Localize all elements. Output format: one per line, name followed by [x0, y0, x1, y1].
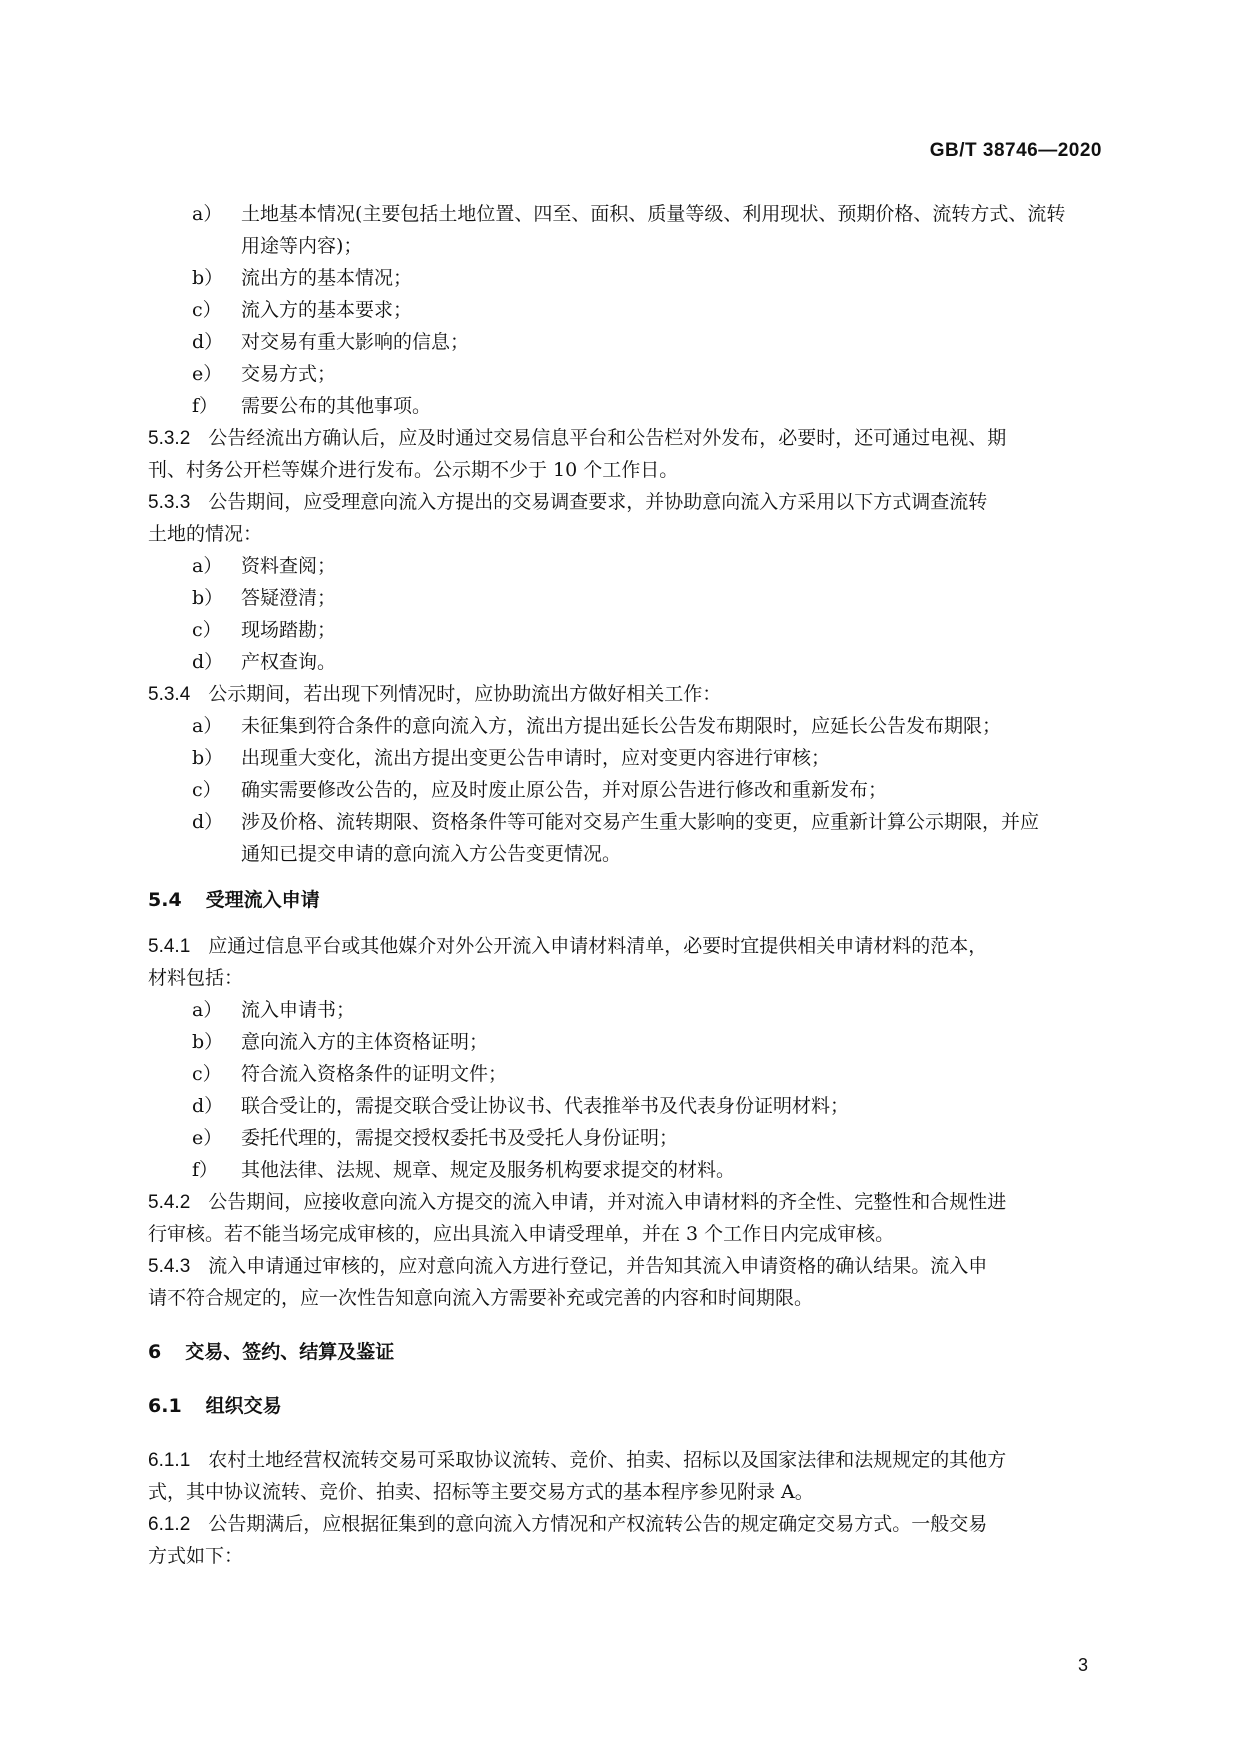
section-title: 交易、签约、结算及鉴证 [185, 1341, 395, 1363]
list-item-label: d） [192, 1095, 224, 1117]
list-item [148, 806, 1103, 838]
list-item [148, 1058, 1103, 1090]
list-item-continuation [148, 230, 1103, 262]
clause-text: 公告期间，应受理意向流入方提出的交易调查要求，并协助意向流入方采用以下方式调查流转 [208, 491, 988, 513]
list-item-text: 涉及价格、流转期限、资格条件等可能对交易产生重大影响的变更，应重新计算公示期限，并应 [241, 811, 1040, 833]
list-item [148, 1122, 1103, 1154]
list-item [148, 582, 1103, 614]
list-item-label: b） [192, 747, 224, 769]
clause-text: 公告期间，应接收意向流入方提交的流入申请，并对流入申请材料的齐全性、完整性和合规性进 [208, 1191, 1007, 1213]
list-item-text: 委托代理的，需提交授权委托书及受托人身份证明； [241, 1127, 679, 1149]
spacer [148, 1368, 1103, 1390]
page-number: 3 [1077, 1655, 1088, 1675]
list-item [148, 294, 1103, 326]
list-item-text: 土地基本情况(主要包括土地位置、四至、面积、质量等级、利用现状、预期价格、流转方式、流转 [241, 203, 1066, 225]
spacer [148, 870, 1103, 884]
paragraph-continuation: 刊、村务公开栏等媒介进行发布。公示期不少于 10 个工作日。 [148, 459, 679, 481]
clause-number: 5.4.2 [148, 1192, 191, 1213]
paragraph-continuation: 请不符合规定的，应一次性告知意向流入方需要补充或完善的内容和时间期限。 [148, 1287, 814, 1309]
clause-paragraph [148, 1508, 1103, 1540]
list-item-label: f） [192, 1159, 219, 1181]
list-item-text: 联合受让的，需提交联合受让协议书、代表推举书及代表身份证明材料； [241, 1095, 850, 1117]
list-item [148, 614, 1103, 646]
list-item-label: e） [192, 1127, 223, 1149]
list-item [148, 1026, 1103, 1058]
clause-paragraph [148, 1444, 1103, 1476]
clause-number: 5.3.4 [148, 684, 191, 705]
clause-number: 5.4.1 [148, 936, 191, 957]
clause-number: 5.3.2 [148, 428, 191, 449]
spacer [148, 916, 1103, 930]
section-heading [148, 1336, 1103, 1368]
list-item-text: 符合流入资格条件的证明文件； [241, 1063, 508, 1085]
list-item-label: a） [192, 715, 223, 737]
clause-number: 5.3.3 [148, 492, 191, 513]
list-item [148, 1154, 1103, 1186]
clause-paragraph [148, 486, 1103, 518]
section-title: 受理流入申请 [205, 889, 320, 911]
list-item-label: b） [192, 587, 224, 609]
list-item-text: 未征集到符合条件的意向流入方，流出方提出延长公告发布期限时，应延长公告发布期限； [241, 715, 1002, 737]
section-number: 6.1 [148, 1395, 182, 1417]
list-item-label: f） [192, 395, 219, 417]
paragraph-continuation: 土地的情况： [148, 523, 263, 545]
list-item-label: d） [192, 811, 224, 833]
list-item-text: 流入申请书； [241, 999, 356, 1021]
list-item [148, 390, 1103, 422]
list-item-text: 流入方的基本要求； [241, 299, 413, 321]
list-item-label: d） [192, 331, 224, 353]
list-item [148, 1090, 1103, 1122]
list-item-text: 答疑澄清； [241, 587, 337, 609]
list-item-label: d） [192, 651, 224, 673]
list-item [148, 710, 1103, 742]
document-body [148, 198, 1103, 1572]
paragraph-continuation: 行审核。若不能当场完成审核的，应出具流入申请受理单，并在 3 个工作日内完成审核。 [148, 1223, 895, 1245]
list-item-label: a） [192, 203, 223, 225]
list-item-text: 确实需要修改公告的，应及时废止原公告，并对原公告进行修改和重新发布； [241, 779, 888, 801]
list-item [148, 774, 1103, 806]
list-item-text: 产权查询。 [241, 651, 337, 673]
list-item-text: 其他法律、法规、规章、规定及服务机构要求提交的材料。 [241, 1159, 736, 1181]
list-item [148, 198, 1103, 230]
clause-number: 5.4.3 [148, 1256, 191, 1277]
clause-text: 应通过信息平台或其他媒介对外公开流入申请材料清单，必要时宜提供相关申请材料的范本， [208, 935, 988, 957]
paragraph-continuation: 式，其中协议流转、竞价、拍卖、招标等主要交易方式的基本程序参见附录 A。 [148, 1481, 814, 1503]
standard-code-header: GB/T 38746—2020 [929, 140, 1102, 161]
section-number: 5.4 [148, 889, 182, 911]
list-item-label: c） [192, 299, 222, 321]
section-heading [148, 1390, 1103, 1422]
clause-text: 公示期间，若出现下列情况时，应协助流出方做好相关工作： [208, 683, 722, 705]
list-item [148, 262, 1103, 294]
list-item-label: c） [192, 779, 222, 801]
list-item-label: b） [192, 267, 224, 289]
clause-paragraph [148, 422, 1103, 454]
paragraph-continuation: 材料包括： [148, 967, 244, 989]
list-item-text: 交易方式； [241, 363, 337, 385]
section-title: 组织交易 [205, 1395, 282, 1417]
list-item-text: 流出方的基本情况； [241, 267, 413, 289]
list-item [148, 646, 1103, 678]
clause-text: 农村土地经营权流转交易可采取协议流转、竞价、拍卖、招标以及国家法律和法规规定的其他方 [208, 1449, 1007, 1471]
list-item [148, 994, 1103, 1026]
list-item-label: b） [192, 1031, 224, 1053]
clause-paragraph [148, 1186, 1103, 1218]
paragraph-continuation: 方式如下： [148, 1545, 244, 1567]
clause-text: 公告经流出方确认后，应及时通过交易信息平台和公告栏对外发布，必要时，还可通过电视、期 [208, 427, 1007, 449]
spacer [148, 1314, 1103, 1336]
spacer [148, 1422, 1103, 1444]
list-item [148, 358, 1103, 390]
clause-paragraph [148, 930, 1103, 962]
list-item-text: 资料查阅； [241, 555, 337, 577]
list-item-text: 出现重大变化，流出方提出变更公告申请时，应对变更内容进行审核； [241, 747, 831, 769]
clause-text: 流入申请通过审核的，应对意向流入方进行登记，并告知其流入申请资格的确认结果。流入申 [208, 1255, 988, 1277]
list-item [148, 550, 1103, 582]
list-item-text: 需要公布的其他事项。 [241, 395, 432, 417]
list-item [148, 326, 1103, 358]
section-number: 6 [148, 1341, 162, 1363]
list-item [148, 742, 1103, 774]
list-item-label: e） [192, 363, 223, 385]
clause-paragraph [148, 1250, 1103, 1282]
clause-text: 公告期满后，应根据征集到的意向流入方情况和产权流转公告的规定确定交易方式。一般交易 [208, 1513, 988, 1535]
list-item-text: 通知已提交申请的意向流入方公告变更情况。 [241, 843, 622, 865]
list-item-text: 现场踏勘； [241, 619, 337, 641]
list-item-continuation [148, 838, 1103, 870]
list-item-label: c） [192, 1063, 222, 1085]
clause-paragraph [148, 678, 1103, 710]
list-item-text: 意向流入方的主体资格证明； [241, 1031, 489, 1053]
section-heading [148, 884, 1103, 916]
list-item-label: c） [192, 619, 222, 641]
list-item-label: a） [192, 555, 223, 577]
list-item-text: 用途等内容)； [241, 235, 363, 257]
clause-number: 6.1.2 [148, 1514, 191, 1535]
clause-number: 6.1.1 [148, 1450, 191, 1471]
list-item-text: 对交易有重大影响的信息； [241, 331, 470, 353]
list-item-label: a） [192, 999, 223, 1021]
